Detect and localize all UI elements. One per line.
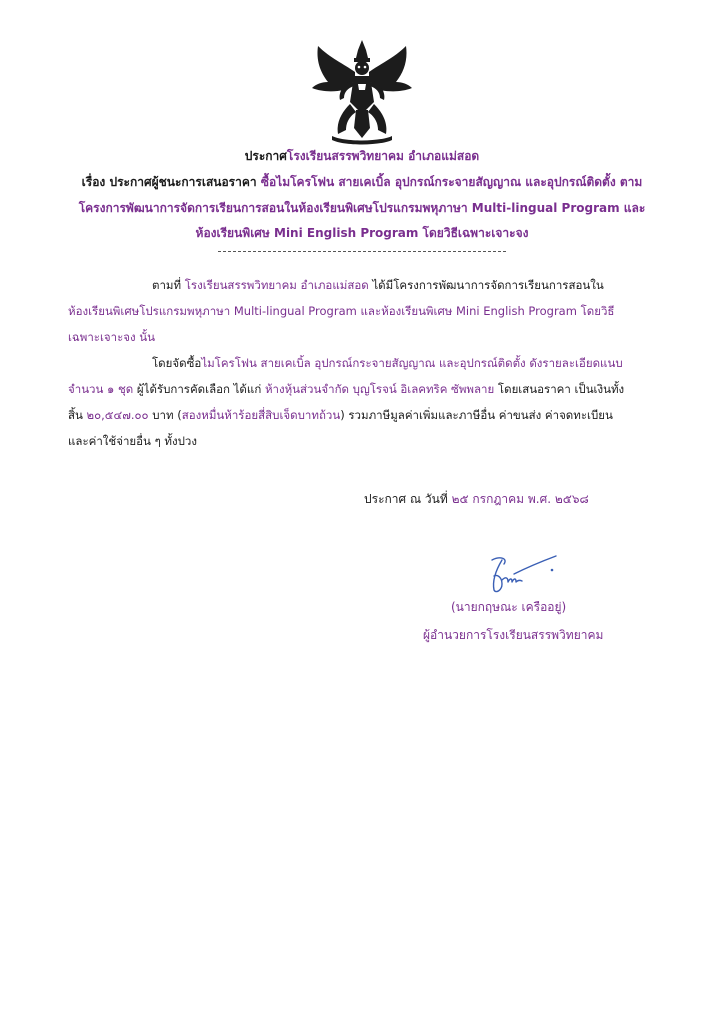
price-in-words: สองหมื่นห้าร้อยสี่สิบเจ็ดบาทถ้วน — [181, 408, 341, 422]
text-segment: สิ้น — [68, 408, 87, 422]
body-paragraph1-line3: เฉพาะเจาะจง นั้น — [68, 330, 156, 344]
price-amount: ๒๐,๕๔๗.๐๐ — [86, 408, 149, 422]
signer-title: ผู้อำนวยการโรงเรียนสรรพวิทยาคม — [423, 628, 604, 642]
date-prefix: ประกาศ ณ วันที่ — [364, 492, 452, 506]
body-paragraph1-line1 — [152, 276, 604, 294]
announcement-subject-line — [40, 172, 684, 192]
signer-name: (นายกฤษณะ เครืออยู่) — [451, 600, 567, 614]
quantity: จำนวน ๑ ชุด — [68, 382, 134, 396]
item-description: ไมโครโฟน สายเคเบิ้ล อุปกรณ์กระจายสัญญาณ และอุปกรณ์ติดตั้ง ดังรายละเอียดแนบ — [201, 356, 623, 370]
body-paragraph2-line4: และค่าใช้จ่ายอื่น ๆ ทั้งปวง — [68, 434, 197, 448]
handwritten-signature — [480, 550, 560, 596]
body-paragraph2-line2 — [68, 380, 624, 398]
announcement-subject-line2: โครงการพัฒนาการจัดการเรียนการสอนในห้องเรียนพิเศษโปรแกรมพหุภาษา Multi-lingual Program และ — [78, 201, 646, 215]
garuda-emblem-icon — [308, 38, 416, 148]
subject-text: ซื้อไมโครโฟน สายเคเบิ้ล อุปกรณ์กระจายสัญญาณ และอุปกรณ์ติดตั้ง ตาม — [260, 175, 643, 189]
winning-vendor: ห้างหุ้นส่วนจำกัด บุญโรจน์ อิเลคทริค ซัพพลาย — [264, 382, 495, 396]
text-segment: โดยเสนอราคา เป็นเงินทั้ง — [494, 382, 625, 396]
body-paragraph1-line2: ห้องเรียนพิเศษโปรแกรมพหุภาษา Multi-lingual Program และห้องเรียนพิเศษ Mini English Program โดยวิธี — [68, 304, 615, 318]
subject-prefix: เรื่อง ประกาศผู้ชนะการเสนอราคา — [81, 175, 261, 189]
school-name-inline: โรงเรียนสรรพวิทยาคม อำเภอแม่สอด — [184, 278, 369, 292]
announcement-date-line — [364, 490, 589, 509]
text-segment: ผู้ได้รับการคัดเลือก ได้แก่ — [133, 382, 265, 396]
divider-line — [218, 251, 506, 252]
announcement-heading-line1 — [40, 146, 684, 166]
text-segment: บาท ( — [148, 408, 182, 422]
announcement-date: ๒๕ กรกฎาคม พ.ศ. ๒๕๖๘ — [451, 492, 589, 506]
text-segment: ตามที่ — [152, 278, 185, 292]
text-segment: โดยจัดซื้อ — [152, 356, 202, 370]
announcement-subject-line3: ห้องเรียนพิเศษ Mini English Program โดยวิธีเฉพาะเจาะจง — [195, 226, 529, 240]
school-name: โรงเรียนสรรพวิทยาคม อำเภอแม่สอด — [286, 149, 480, 163]
text-segment: ) รวมภาษีมูลค่าเพิ่มและภาษีอื่น ค่าขนส่ง ค่าจดทะเบียน — [340, 408, 613, 422]
heading-prefix: ประกาศ — [244, 149, 287, 163]
body-paragraph2-line1 — [152, 354, 623, 372]
body-paragraph2-line3 — [68, 406, 613, 424]
text-segment: ได้มีโครงการพัฒนาการจัดการเรียนการสอนใน — [368, 278, 604, 292]
